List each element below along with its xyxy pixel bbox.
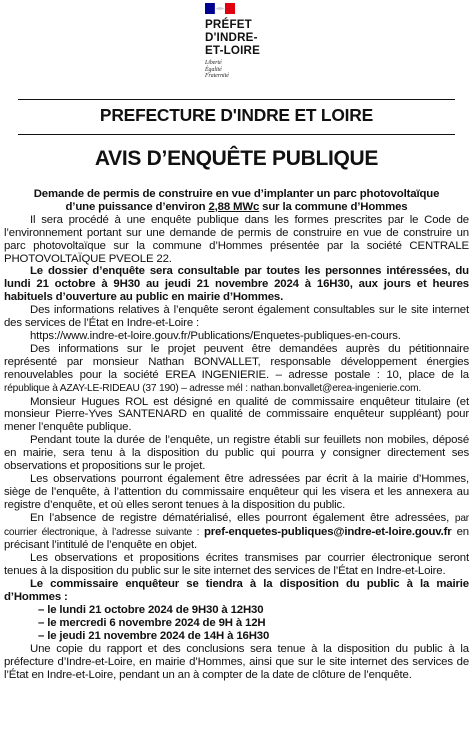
prefecture-title: PREFECTURE D'INDRE ET LOIRE — [99, 105, 374, 125]
paragraph-2: Le dossier d’enquête sera consultable par toutes les personnes intéressées, du lundi 21 octobre à 9H30 au jeudi 21 novembre 2024 à 16H30, aux jours et heures habituels d’ouverture au public en mairie d’Hommes. — [4, 265, 469, 304]
paragraph-7: Les observations pourront également être adressées par écrit à la mairie d’Hommes, siège de l’enquête, à l’attention du commissaire enquêteur qui les visera et les annexera au registre d’enquête, et où elles seront tenues à la disposition du public. — [4, 472, 469, 511]
paragraph-5: Monsieur Hugues ROL est désigné en qualité de commissaire enquêteur titulaire (et monsieur Pierre-Yves SANTENARD en qualité de commissaire enquêteur suppléant) pour mener l’enquête publique. — [4, 395, 469, 434]
prefecture-logo — [205, 3, 275, 80]
notice-body — [4, 188, 469, 681]
subject-line: Demande de permis de construire en vue d’implanter un parc photovoltaïque d’une puissance d’environ 2,88 MWc sur la commune d’Hommes — [33, 188, 440, 213]
logo-motto: Liberté Égalité Fraternité — [205, 60, 229, 80]
mid-divider — [18, 134, 455, 135]
top-divider — [18, 99, 455, 100]
notice-title: AVIS D’ENQUÊTE PUBLIQUE — [94, 147, 379, 170]
paragraph-4: Des informations sur le projet peuvent être demandées auprès du pétitionnaire représenté par monsieur Nathan BONVALLET, responsable développement énergies renouvelables pour la société EREA INGENIERIE. – adresse postale : 10, place de la république à AZAY-LE-RIDEAU (37 190) – adresse mél : nathan.bonvallet@erea-ingenierie.com. — [4, 342, 469, 394]
contact-email: pref-enquetes-publiques@indre-et-loire.gouv.fr — [203, 525, 452, 538]
logo-wordmark: PRÉFET D'INDRE- ET-LOIRE — [205, 18, 261, 57]
paragraph-8: En l’absence de registre dématérialisé, elles pourront également être adressées, par courrier électronique, à l’adresse suivante : pref-enquetes-publiques@indre-et-loire.gouv.fr en précisant l’intitulé de l’enquête en objet. — [4, 511, 469, 552]
paragraph-3: Des informations relatives à l’enquête seront également consultables sur le site internet des services de l’État en Indre-et-Loire : — [4, 304, 469, 330]
permanence-item: – le jeudi 21 novembre 2024 de 14H à 16H30 — [38, 629, 270, 642]
permanence-item: – le mercredi 6 novembre 2024 de 9H à 12H — [38, 616, 266, 629]
permanence-item: – le lundi 21 octobre 2024 de 9H30 à 12H30 — [38, 604, 264, 616]
paragraph-1: Il sera procédé à une enquête publique dans les formes prescrites par le Code de l’environnement portant sur une demande de permis de construire en vue de construire un parc photovoltaïque sur la commune d’Hommes présentée par la société CENTRALE PHOTOVOLTAÏQUE PVEOLE 22. — [4, 213, 469, 265]
permanence-list — [4, 604, 469, 643]
paragraph-6: Pendant toute la durée de l’enquête, un registre établi sur feuillets non mobiles, déposé en mairie, sera tenu à la disposition du public qui pourra y consigner directement ses observations et propositions sur le projet. — [4, 434, 469, 473]
marianne-flag-icon — [205, 3, 235, 14]
paragraph-9: Les observations et propositions écrites transmises par courrier électronique seront tenues à la disposition du public sur le site internet des services de l’État en Indre-et-Loire. — [4, 552, 469, 578]
paragraph-10: Le commissaire enquêteur se tiendra à la disposition du public à la mairie d’Hommes : — [4, 578, 469, 604]
paragraph-11: Une copie du rapport et des conclusions sera tenue à la disposition du public à la préfecture d’Indre-et-Loire, en mairie d’Hommes, ainsi que sur le site internet des services de l’État en Indre-et-Loire, pendant un an à compter de la date de clôture de l’enquête. — [4, 642, 469, 681]
website-url: https://www.indre-et-loire.gouv.fr/Publications/Enquetes-publiques-en-cours. — [30, 329, 401, 342]
